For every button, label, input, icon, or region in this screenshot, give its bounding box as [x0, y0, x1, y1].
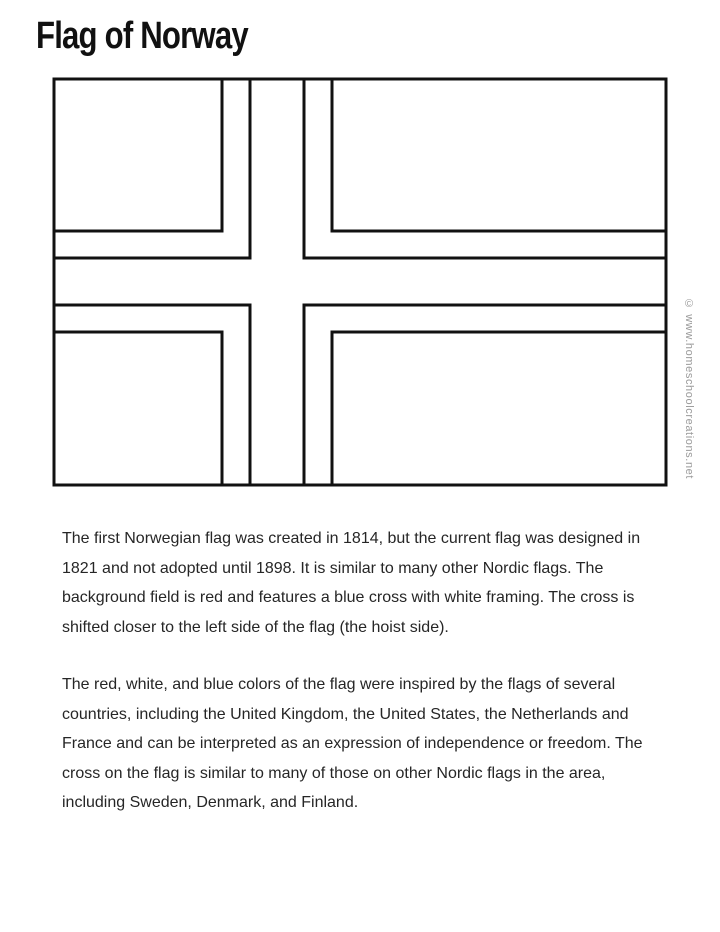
page-title: Flag of Norway: [36, 15, 248, 57]
flag-field-top-right: [332, 79, 666, 231]
flag-field-top-left: [54, 79, 222, 231]
description-text: [62, 524, 672, 846]
norway-flag-outline: [52, 77, 668, 487]
paragraph-history: The first Norwegian flag was created in 1814, but the current flag was designed in 1821 and not adopted until 1898. It is similar to many other Nordic flags. The background field is red and features a blue cross with white framing. The cross is shifted closer to the left side of the flag (the hoist side).: [62, 530, 641, 636]
flag-field-bottom-left: [54, 332, 222, 485]
flag-field-bottom-right: [332, 332, 666, 485]
copyright-watermark: © www.homeschoolcreations.net: [683, 298, 695, 480]
paragraph-colors: The red, white, and blue colors of the flag were inspired by the flags of several countries, including the United Kingdom, the United States, the Netherlands and France and can be interpreted as an expression of independence or freedom. The cross on the flag is similar to many of those on other Nordic flags in the area, including Sweden, Denmark, and Finland.: [62, 676, 643, 811]
